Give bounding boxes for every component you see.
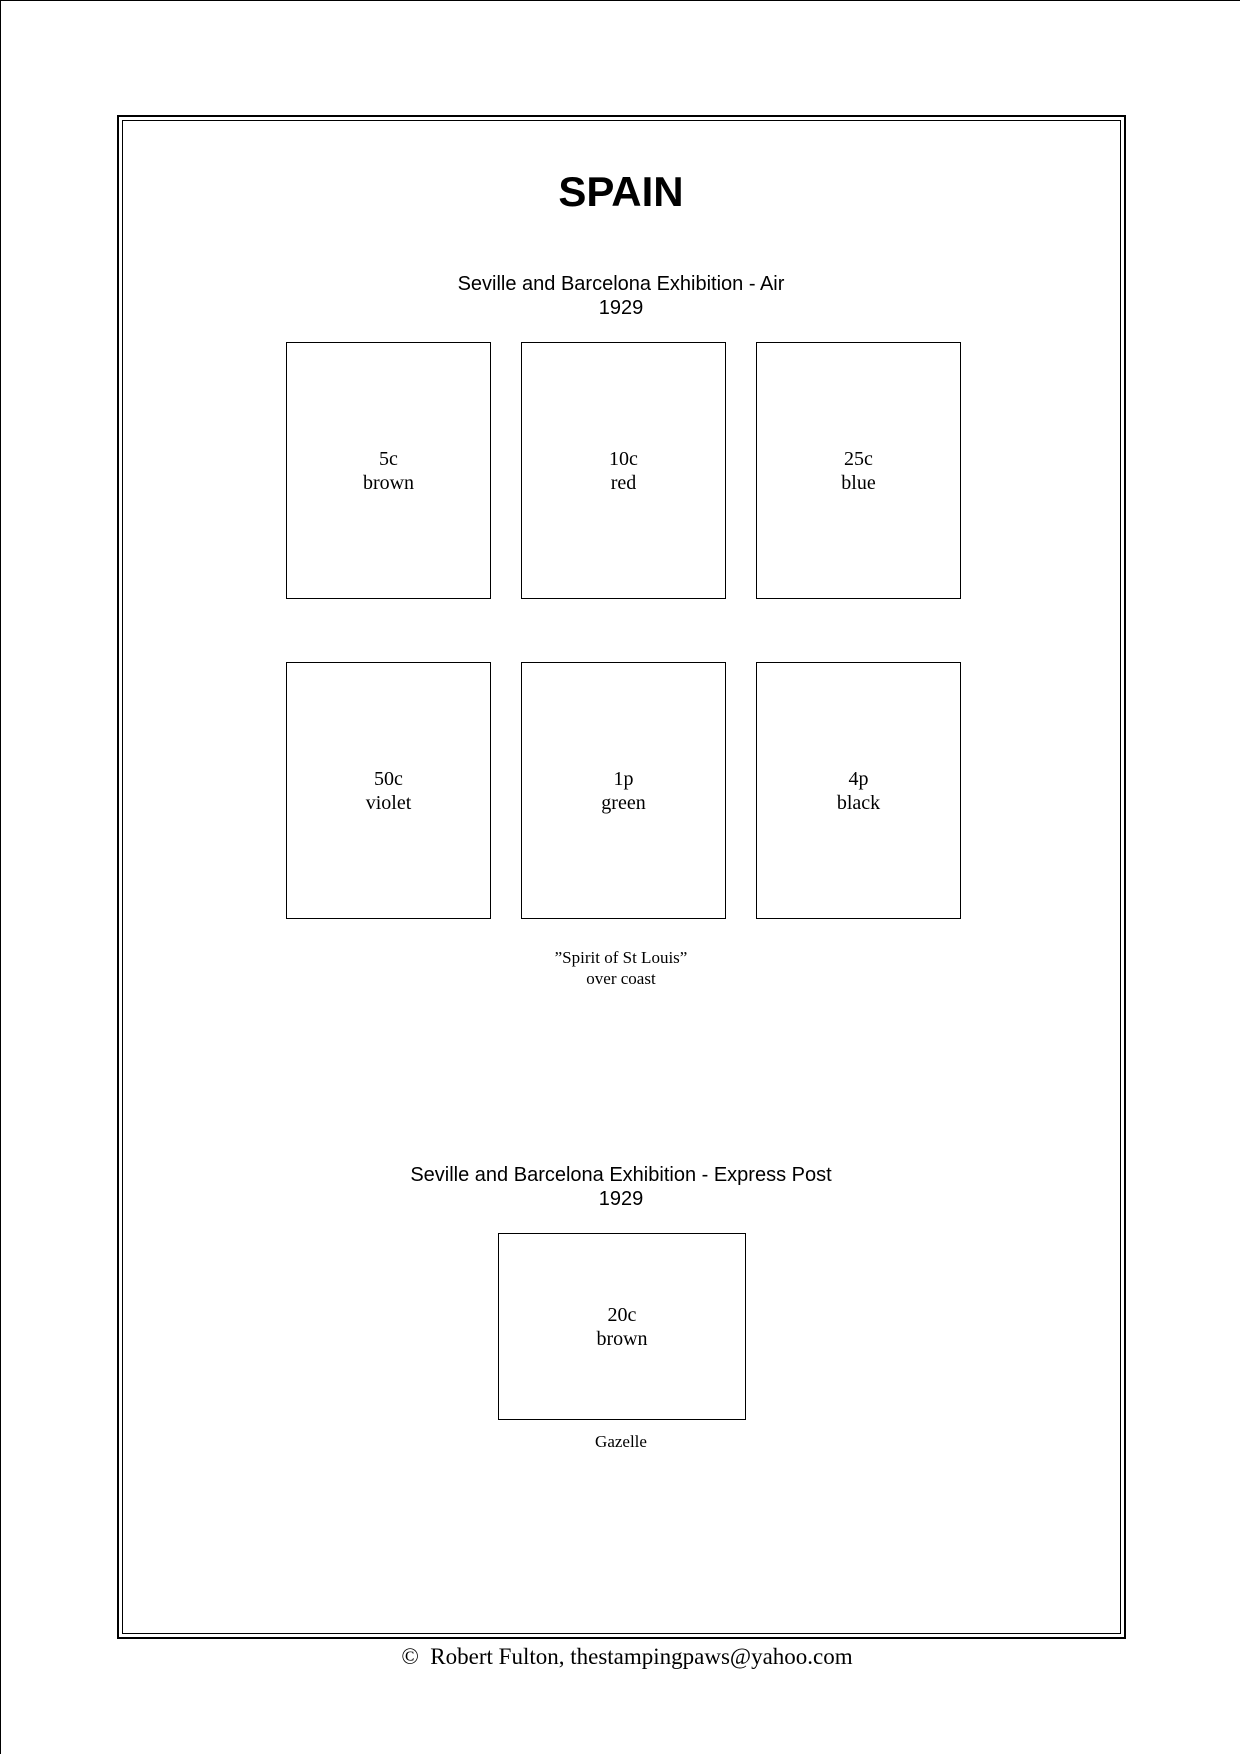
- stamp-value: 50c: [374, 767, 403, 790]
- section-title-air: Seville and Barcelona Exhibition - Air: [457, 273, 785, 295]
- stamp-row-1: [286, 342, 961, 599]
- stamp-slot: [756, 342, 961, 599]
- stamp-slot: [286, 662, 491, 919]
- section-year-express: 1929: [598, 1188, 644, 1210]
- page-title: SPAIN: [558, 168, 684, 215]
- stamp-color: green: [601, 791, 646, 814]
- stamp-slot: [286, 342, 491, 599]
- stamp-color: blue: [841, 471, 876, 494]
- stamp-slot: [521, 342, 726, 599]
- stamp-slot: [498, 1233, 746, 1420]
- stamp-color: brown: [362, 471, 415, 494]
- stamp-value: 25c: [844, 447, 873, 470]
- stamp-color: brown: [596, 1327, 648, 1350]
- stamp-color: black: [836, 791, 881, 814]
- stamp-value: 1p: [613, 767, 634, 790]
- stamp-value: 5c: [379, 447, 398, 470]
- section-year-air: 1929: [598, 297, 644, 319]
- section-title-express: Seville and Barcelona Exhibition - Express Post: [410, 1164, 832, 1186]
- stamp-row-2: [286, 662, 961, 919]
- stamp-value: 4p: [848, 767, 869, 790]
- stamp-color: violet: [365, 791, 412, 814]
- stamp-slot: [756, 662, 961, 919]
- stamp-slot: [521, 662, 726, 919]
- stamp-caption: ”Spirit of St Louis”: [554, 948, 688, 967]
- copyright-footer: © Robert Fulton, thestampingpaws@yahoo.com: [401, 1644, 853, 1669]
- stamp-value: 10c: [609, 447, 638, 470]
- stamp-caption: over coast: [586, 969, 656, 988]
- stamp-caption: Gazelle: [595, 1432, 647, 1451]
- stamp-value: 20c: [607, 1303, 637, 1326]
- stamp-color: red: [610, 471, 637, 494]
